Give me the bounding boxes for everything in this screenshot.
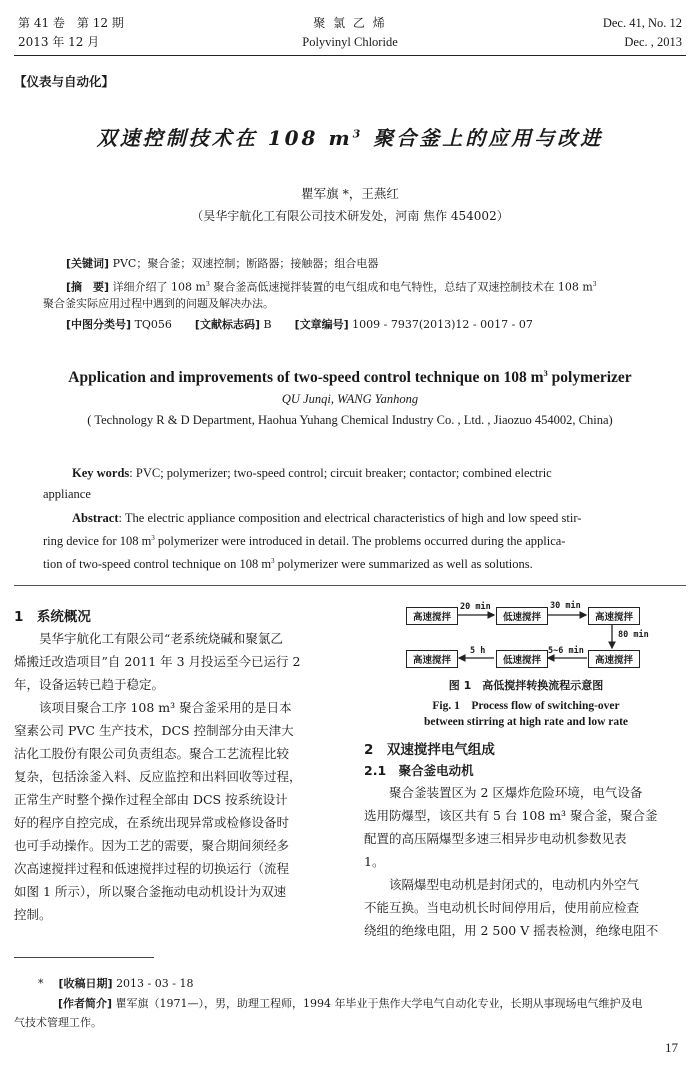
keywords-cn-label: [关键词] [66,257,110,270]
section1-body [14,627,337,926]
section2-body-line: 配置的高压隔爆型多速三相异步电动机参数见表 [364,831,627,846]
header-volume-cn: 第 41 卷 第 12 期 [18,16,124,30]
page-number: 17 [665,1040,678,1055]
section1-body-line: 沽化工股份有限公司负责组态。聚合工艺流程比较 [14,746,290,761]
abstract-en-label: Abstract [72,511,119,525]
footnote-author [58,995,643,1013]
abstract-en-line2 [43,534,565,549]
section1-body-line: 烯搬迁改造项目”自 2011 年 3 月投运至今已运行 2 [14,654,301,669]
box-high-2: 高速搅拌 [588,607,640,625]
figure-1-caption-cn: 图 1 高低搅拌转换流程示意图 [448,679,604,692]
authors-cn: 瞿军旗 *，王燕红 [301,186,399,201]
abstract-cn-1a: 详细介绍了 108 m [112,280,206,294]
section2-body-line: 聚合釜装置区为 2 区爆炸危险环境，电气设备 [364,785,643,800]
section1-body-line: 复杂，包括涂釜入料、反应监控和出料回收等过程， [14,769,302,784]
abstract-en-line1 [72,511,581,526]
title-cn-sup: 3 [352,127,364,141]
section-tag: 【仪表与自动化】 [14,74,115,89]
section1-body-line: 控制。 [14,907,52,922]
section2-body-line: 绕组的绝缘电阻，用 2 500 V 摇表检测，绝缘电阻不 [364,923,659,938]
label-80min: 80 min [618,630,649,640]
affiliation-en: ( Technology R & D Department, Haohua Yuhang Chemical Industry Co. , Ltd. , Jiaozuo 454002, China) [87,413,613,427]
box-high-1: 高速搅拌 [406,607,458,625]
keywords-cn [66,255,686,273]
box-high-4: 高速搅拌 [406,650,458,668]
header-journal-cn: 聚 氯 乙 烯 [313,16,387,30]
section1-body-line: 好的程序自控完成，在系统出现异常或检修设备时 [14,815,290,830]
footnote-date [38,975,193,993]
box-high-3: 高速搅拌 [588,650,640,668]
header-date-en: Dec. , 2013 [624,35,682,49]
section2-body-line: 选用防爆型，该区共有 5 台 108 m³ 聚合釜，聚合釜 [364,808,658,823]
label-20min: 20 min [460,602,491,612]
footnote-date-value: 2013 - 03 - 18 [116,977,194,990]
footnote-author-2: 气技术管理工作。 [14,1016,102,1029]
abstract-en-sup2: 3 [271,557,275,565]
footnote-mark: * [38,977,44,990]
article-value: 1009 - 7937(2013)12 - 0017 - 07 [352,318,533,331]
abstract-cn-label: [摘 要] [66,280,110,294]
section1-title: 1 系统概况 [14,609,91,625]
title-cn-part-b: 聚合釜上的应用与改进 [363,126,604,150]
label-5-6min: 5~6 min [548,646,584,656]
article-label: [文章编号] [294,318,349,331]
title-en [0,368,700,387]
section1-body-line: 窒素公司 PVC 生产技术，DCS 控制部分由天津大 [14,723,294,738]
figure-1-caption-en-2: between stirring at high rate and low rate [423,716,629,728]
section2-body-line: 该隔爆型电动机是封闭式的，电动机内外空气 [364,877,640,892]
title-cn-part-a: 双速控制技术在 108 m [96,126,353,150]
keywords-en-label: Key words [72,466,130,480]
header-date-cn: 2013 年 12 月 [18,35,100,49]
section1-body-line: 昊华宇航化工有限公司“老系统烧碱和聚氯乙 [14,631,283,646]
abstract-cn-sup2: 3 [592,281,597,288]
classification-line [66,316,686,334]
header-journal-en: Polyvinyl Chloride [302,35,398,49]
keywords-en-1: : PVC; polymerizer; two-speed control; circuit breaker; contactor; combined electric [129,466,552,480]
label-5h: 5 h [470,646,486,656]
abstract-cn-line1 [66,276,690,297]
keywords-en-line2: appliance [43,487,91,501]
doc-value: B [263,318,272,331]
clc-label: [中图分类号] [66,318,132,331]
figure-1-caption-en-1: Fig. 1 Process flow of switching-over [432,700,620,712]
abstract-en-3b: polymerizer were summarized as well as solutions. [274,557,533,571]
section1-body-line: 年，设备运转已趋于稳定。 [14,677,165,692]
keywords-en-line1 [72,466,552,481]
section1-body-line: 次高速搅拌过程和低速搅拌过程的切换运行（流程 [14,861,290,876]
abstract-en-2a: ring device for 108 m [43,534,152,548]
abstract-en-3a: tion of two-speed control technique on 108 m [43,557,272,571]
footnote-author-1: 瞿军旗（1971—），男，助理工程师，1994 年毕业于焦作大学电气自动化专业，长期从事现场电气维护及电 [115,997,643,1010]
figure-1-flow [406,600,676,672]
abstract-cn-1b: 聚合釜高低速搅拌装置的电气组成和电气特性，总结了双速控制技术在 108 m [209,280,593,294]
section2-body [364,781,687,942]
clc-value: TQ056 [134,318,172,331]
abstract-en-line3 [43,557,533,572]
title-en-sup: 3 [543,368,548,378]
section2-body-line: 不能互换。当电动机长时间停用后，使用前应检查 [364,900,640,915]
doc-label: [文献标志码] [194,318,260,331]
header-rule [14,55,686,56]
abstract-cn-line2: 聚合釜实际应用过程中遇到的问题及解决办法。 [43,297,274,310]
section1-body-line: 该项目聚合工序 108 m³ 聚合釜采用的是日本 [14,700,292,715]
keywords-cn-text: PVC；聚合釜；双速控制；断路器；接触器；组合电器 [112,257,379,270]
abstract-cn-sup1: 3 [205,281,210,288]
section2-title: 2 双速搅拌电气组成 [364,742,495,758]
title-cn [0,122,700,151]
box-low-1: 低速搅拌 [496,607,548,625]
section1-body-line: 也可手动操作。因为工艺的需要，聚合期间须经多 [14,838,290,853]
abstract-en-1: : The electric appliance composition and electrical characteristics of high and low speed stir- [118,511,582,525]
authors-en: QU Junqi, WANG Yanhong [281,392,419,406]
label-30min: 30 min [550,601,581,611]
title-en-part-b: polymerizer [547,369,632,387]
footnote-author-label: [作者简介] [58,997,113,1010]
title-en-part-a: Application and improvements of two-speed control technique on 108 m [68,369,544,387]
abstract-en-2b: polymerizer were introduced in detail. The problems occurred during the applica- [154,534,566,548]
header-volume-en: Dec. 41, No. 12 [602,16,682,30]
section1-body-line: 如图 1 所示），所以聚合釜拖动电动机设计为双速 [14,884,287,899]
footnote-rule [14,957,154,958]
affiliation-cn: （昊华宇航化工有限公司技术研发处，河南 焦作 454002） [191,209,509,223]
box-low-2: 低速搅拌 [496,650,548,668]
section1-body-line: 正常生产时整个操作过程全部由 DCS 按系统设计 [14,792,288,807]
abstract-rule [14,585,686,586]
section2-body-line: 1。 [364,854,385,869]
abstract-en-sup1: 3 [151,534,155,542]
section2-1-title: 2.1 聚合釜电动机 [364,763,474,778]
footnote-date-label: [收稿日期] [58,977,113,990]
